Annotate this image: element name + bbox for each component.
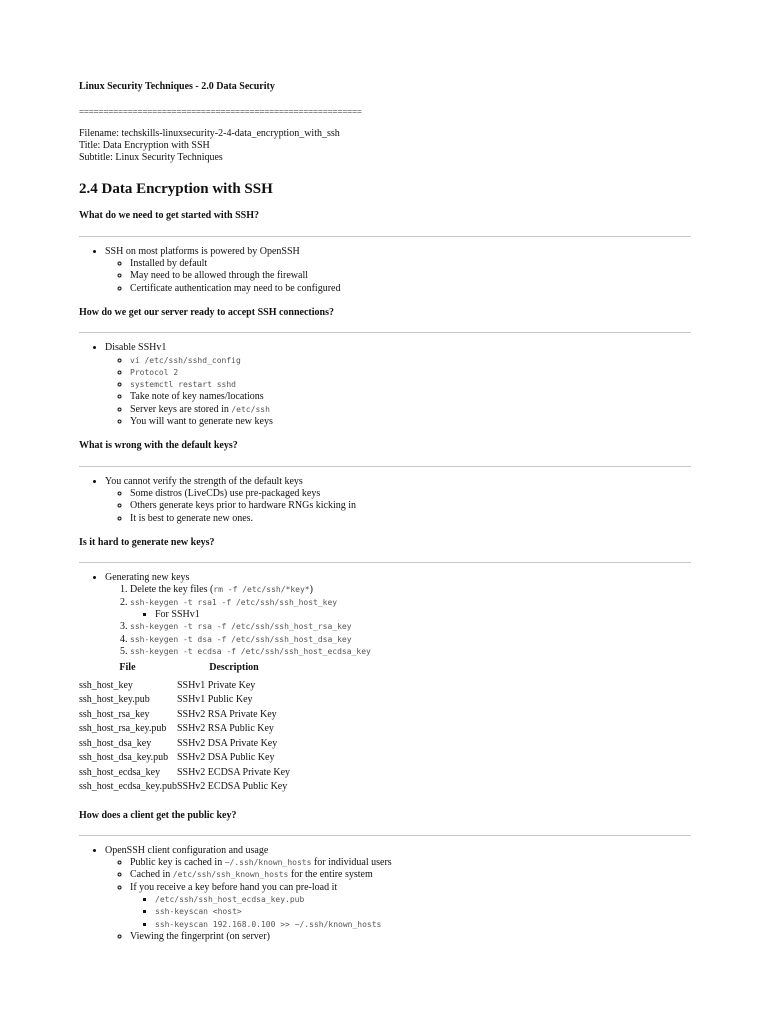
code-snippet: /etc/ssh <box>231 404 270 414</box>
section-divider <box>79 562 691 563</box>
table-cell: SSHv2 ECDSA Public Key <box>176 781 288 792</box>
code-snippet: ssh-keyscan <host> <box>155 907 242 917</box>
table-cell: ssh_host_key <box>79 679 133 691</box>
list-item: ▪ For SSHv1 <box>155 609 691 621</box>
section-divider <box>79 466 691 467</box>
table-cell: ssh_host_rsa_key.pub <box>79 723 167 734</box>
list-item: • You cannot verify the strength of the default keys ◦ Some distros (LiveCDs) use pre-packaged keys ◦ Others generate keys prior to hardware RNGs kicking in ◦ It is best to generate new ones. <box>105 476 691 525</box>
code-snippet: Protocol 2 <box>130 367 179 377</box>
table-row <box>78 723 291 738</box>
section-divider <box>79 835 691 836</box>
code-snippet: ssh-keygen -t rsa1 -f /etc/ssh/ssh_host_key <box>130 597 338 607</box>
list-item: ◦ Server keys are stored in /etc/ssh <box>130 404 691 416</box>
list-item <box>130 646 691 658</box>
section-heading: How do we get our server ready to accept SSH connections? <box>79 306 334 318</box>
bullet-list <box>79 342 691 428</box>
table-cell: ssh_host_dsa_key.pub <box>79 752 169 763</box>
code-snippet: /etc/ssh/ssh_known_hosts <box>172 870 289 880</box>
column-header-file: File <box>119 662 136 674</box>
list-item <box>130 355 691 367</box>
section-heading: Is it hard to generate new keys? <box>79 536 215 548</box>
code-snippet: /etc/ssh/ssh_host_ecdsa_key.pub <box>155 894 305 904</box>
section-heading: What is wrong with the default keys? <box>79 440 238 452</box>
sub-list <box>130 609 691 621</box>
code-snippet: ~/.ssh/known_hosts <box>224 858 312 868</box>
bullet-list <box>79 845 691 943</box>
page-title: 2.4 Data Encryption with SSH <box>79 181 273 198</box>
table-cell: SSHv2 DSA Private Key <box>176 737 278 749</box>
table-cell: SSHv1 Public Key <box>176 694 253 705</box>
section-divider <box>79 236 691 237</box>
list-item <box>155 894 691 906</box>
filename-line: Filename: techskills-linuxsecurity-2-4-data_encryption_with_ssh <box>79 127 340 139</box>
sub-list <box>105 258 691 295</box>
list-item <box>130 621 691 633</box>
list-item <box>155 906 691 918</box>
key-files-table <box>78 662 291 795</box>
table-row <box>78 680 291 695</box>
table-row <box>78 781 291 796</box>
code-snippet: ssh-keygen -t ecdsa -f /etc/ssh/ssh_host_ecdsa_key <box>130 646 371 656</box>
section-heading: How does a client get the public key? <box>79 809 237 821</box>
bullet-list <box>79 572 691 658</box>
list-item: 1. Delete the key files (rm -f /etc/ssh/*key*) <box>130 584 691 596</box>
list-item: • Disable SSHv1 ◦ vi /etc/ssh/sshd_config ◦ Protocol 2 ◦ systemctl restart sshd ◦ Take note of key names/locations ◦ Server keys are stored in /etc/ssh ◦ You will want to generate new keys <box>105 342 691 428</box>
table-row <box>78 694 291 709</box>
bullet-list <box>79 246 691 295</box>
list-item: • Generating new keys 1. Delete the key files (rm -f /etc/ssh/*key*) 2. ssh-keygen -t rsa1 -f /etc/ssh/ssh_host_key ▪ For SSHv1 3. ssh-keygen -t rsa -f /etc/ssh/ssh_host_rsa_key 4. ssh-keygen -t dsa -f /etc/ssh/ssh_host_dsa_key 5. ssh-keygen -t ecdsa -f /etc/ssh/ssh_host_ecdsa_key <box>105 572 691 658</box>
sub-list <box>130 894 691 931</box>
list-item <box>130 367 691 379</box>
column-header-description: Description <box>209 662 259 674</box>
list-item: ◦ Certificate authentication may need to be configured <box>130 283 691 295</box>
list-item: ◦ Cached in /etc/ssh/ssh_known_hosts for the entire system <box>130 869 691 881</box>
list-item: ◦ Some distros (LiveCDs) use pre-packaged keys <box>130 488 691 500</box>
list-item: ◦ May need to be allowed through the firewall <box>130 270 691 282</box>
table-row <box>78 738 291 753</box>
table-header-row <box>78 662 291 679</box>
section-divider <box>79 332 691 333</box>
course-title: Linux Security Techniques - 2.0 Data Security <box>79 81 275 92</box>
table-cell: ssh_host_ecdsa_key.pub <box>79 781 177 792</box>
bullet-list <box>79 476 691 525</box>
list-item: ◦ It is best to generate new ones. <box>130 513 691 525</box>
code-snippet: ssh-keyscan 192.168.0.100 >> ~/.ssh/known_hosts <box>155 919 382 929</box>
list-item: ◦ Public key is cached in ~/.ssh/known_hosts for individual users <box>130 857 691 869</box>
table-cell: SSHv2 RSA Private Key <box>176 708 277 720</box>
list-item: • SSH on most platforms is powered by OpenSSH ◦ Installed by default ◦ May need to be allowed through the firewall ◦ Certificate authentication may need to be configured <box>105 246 691 295</box>
table-cell: ssh_host_ecdsa_key <box>79 766 161 778</box>
equals-divider: ========================================================== <box>79 107 362 118</box>
table-row <box>78 767 291 782</box>
sub-list <box>105 857 691 943</box>
table-cell: SSHv1 Private Key <box>176 679 256 691</box>
list-item: ◦ Others generate keys prior to hardware RNGs kicking in <box>130 500 691 512</box>
document-content <box>79 81 691 955</box>
table-row <box>78 709 291 724</box>
list-item <box>130 597 691 622</box>
metadata-block <box>79 128 691 165</box>
list-item: ◦ Installed by default <box>130 258 691 270</box>
subtitle-line: Subtitle: Linux Security Techniques <box>79 152 223 164</box>
list-item <box>130 634 691 646</box>
table-cell: ssh_host_rsa_key <box>79 708 150 720</box>
code-snippet: rm -f /etc/ssh/*key* <box>213 585 310 595</box>
table-cell: SSHv2 RSA Public Key <box>176 723 274 734</box>
title-line: Title: Data Encryption with SSH <box>79 139 210 151</box>
list-item <box>130 379 691 391</box>
table-cell: ssh_host_dsa_key <box>79 737 152 749</box>
code-snippet: systemctl restart sshd <box>130 380 236 390</box>
list-item: ◦ If you receive a key before hand you can pre-load it ▪ /etc/ssh/ssh_host_ecdsa_key.pub ▪ ssh-keyscan <host> ▪ ssh-keyscan 192.168.0.100 >> ~/.ssh/known_hosts <box>130 882 691 931</box>
numbered-list <box>105 584 691 658</box>
section-heading: What do we need to get started with SSH? <box>79 210 259 222</box>
sub-list <box>105 488 691 525</box>
code-snippet: vi /etc/ssh/sshd_config <box>130 355 241 365</box>
table-row <box>78 752 291 767</box>
table-cell: SSHv2 DSA Public Key <box>176 752 275 763</box>
list-item: ◦ Take note of key names/locations <box>130 391 691 403</box>
list-item: • OpenSSH client configuration and usage ◦ Public key is cached in ~/.ssh/known_hosts for individual users ◦ Cached in /etc/ssh/ssh_known_hosts for the entire system ◦ If you receive a key before hand you can pre-load it ▪ /etc/ssh/ssh_host_ecdsa_key.pub ▪ ssh-keyscan <host> ▪ ssh-keyscan 192.168.0.100 >> ~/.ssh/known_hosts ◦ Viewing the fingerprint (on server) <box>105 845 691 943</box>
code-snippet: ssh-keygen -t rsa -f /etc/ssh/ssh_host_rsa_key <box>130 622 352 632</box>
list-item: ◦ Viewing the fingerprint (on server) <box>130 931 691 943</box>
table-cell: SSHv2 ECDSA Private Key <box>176 766 291 778</box>
table-cell: ssh_host_key.pub <box>79 694 150 705</box>
list-item <box>155 919 691 931</box>
list-item: ◦ You will want to generate new keys <box>130 416 691 428</box>
sub-list <box>105 355 691 429</box>
code-snippet: ssh-keygen -t dsa -f /etc/ssh/ssh_host_dsa_key <box>130 634 352 644</box>
